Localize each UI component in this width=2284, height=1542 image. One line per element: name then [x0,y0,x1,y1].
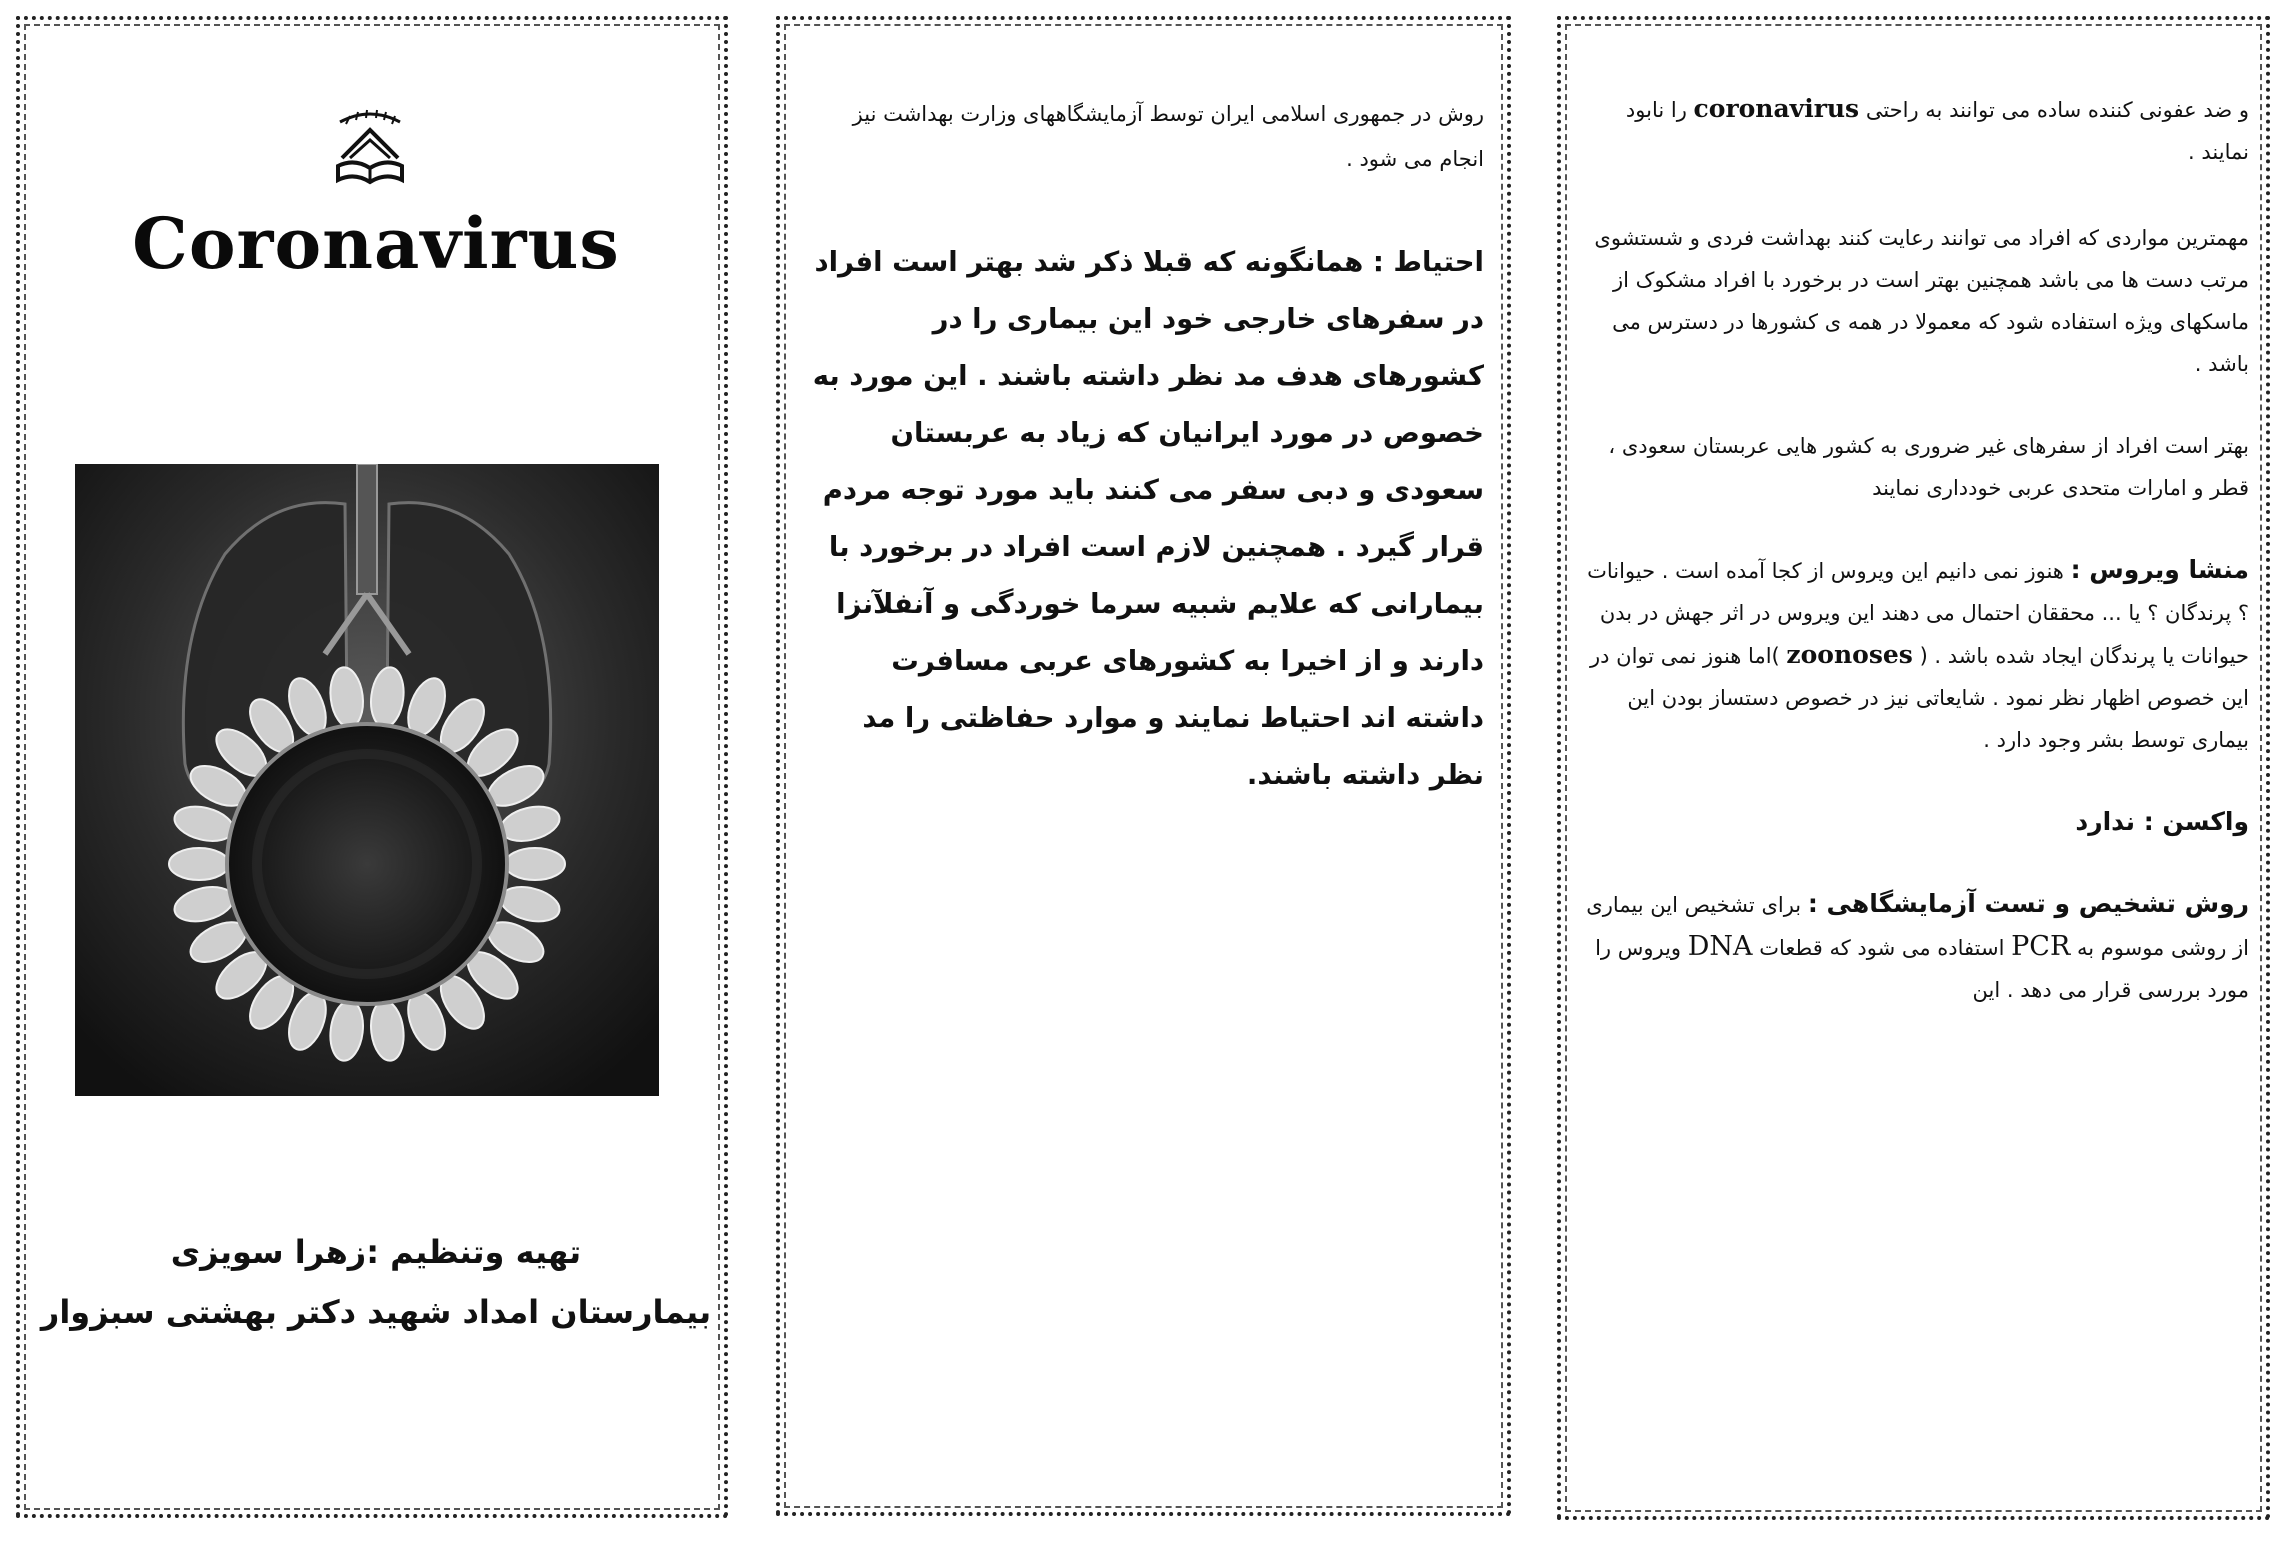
origin-text-start: هنوز نمی دانیم این ویروس از کجا آمده است . حیوانات ؟ پرندگان ؟ یا ... محققان احتمال می دهند این ویروس در اثر جهش در بدن حیوانات یا پرندگان ایجاد شده باشد . ( [1587,559,2249,668]
diagnosis-heading: روش تشخیص و تست آزمایشگاهی : [1807,889,2249,918]
zoonoses-term: zoonoses [1786,640,1913,669]
diagnosis-paragraph [1581,883,2249,1011]
diagnosis-text-2: استفاده می شود که قطعات [1759,936,2005,960]
cover-panel [16,16,728,1518]
hygiene-paragraph: مهمترین مواردی که افراد می توانند رعایت کنند بهداشت فردی و شستشوی مرتب دست ها می باشد همچنین بهتر است در برخورد با افراد مشکوک از ماسکهای ویژه استفاده شود که معمولا در همه ی کشورها در دسترس می باشد . [1594,226,2249,376]
disinfectant-text-end: را نابود نمایند . [1625,98,2249,164]
diagnosis-text-1: برای تشخیص این بیماری از روشی موسوم به [1586,893,2249,960]
virus-spike [169,848,229,880]
origin-heading: منشا ویروس : [2070,555,2249,584]
coronavirus-illustration [75,464,659,1096]
middle-panel [776,16,1511,1516]
pcr-term: PCR [2011,931,2071,962]
coronavirus-term: coronavirus [1693,94,1860,123]
origin-paragraph [1581,549,2249,761]
right-panel [1557,16,2270,1520]
disinfectant-text-start: و ضد عفونی کننده ساده می توانند به راحتی [1865,98,2249,122]
caution-paragraph: احتیاط : همانگونه که قبلا ذکر شد بهتر است افراد در سفرهای خارجی خود این بیماری را در کشورهای هدف مد نظر داشته باشند . این مورد به خصوص در مورد ایرانیان که زیاد به عربستان سعودی و دبی سفر می کنند باید مورد توجه مردم قرار گیرد . همچنین لازم است افراد در برخورد با بیمارانی که علایم شبیه سرما خوردگی و آنفلآنزا دارند و از اخیرا به کشورهای عربی مسافرت داشته اند احتیاط نمایند و موارد حفاظتی را مد نظر داشته باشند. [812,246,1484,791]
right-text [1581,88,2249,1011]
book-emblem-icon [320,100,420,200]
dna-term: DNA [1687,931,1753,962]
credits [20,1222,732,1342]
intro-paragraph: روش در جمهوری اسلامی ایران توسط آزمایشگاههای وزارت بهداشت نیز انجام می شود . [852,102,1484,171]
virus-spike [505,848,565,880]
credit-hospital: بیمارستان امداد شهید دکتر بهشتی سبزوار [40,1293,712,1331]
disinfectant-paragraph [1581,88,2249,173]
middle-text [804,92,1484,804]
credit-author: تهیه وتنظیم :زهرا سویزی [170,1233,582,1271]
vaccine-line: واکسن : ندارد [2075,807,2249,836]
diagnosis-text-3: ویروس را مورد بررسی قرار می دهد . این [1595,936,2249,1002]
origin-text-end: )اما هنوز نمی توان در این خصوص اظهار نظر نمود . شایعاتی نیز در خصوص دستساز بودن این بیماری توسط بشر وجود دارد . [1590,644,2249,752]
travel-paragraph: بهتر است افراد از سفرهای غیر ضروری به کشور هایی عربستان سعودی ، قطر و امارات متحدی عربی خودداری نمایند [1608,434,2249,500]
cover-title: Coronavirus [132,202,620,285]
